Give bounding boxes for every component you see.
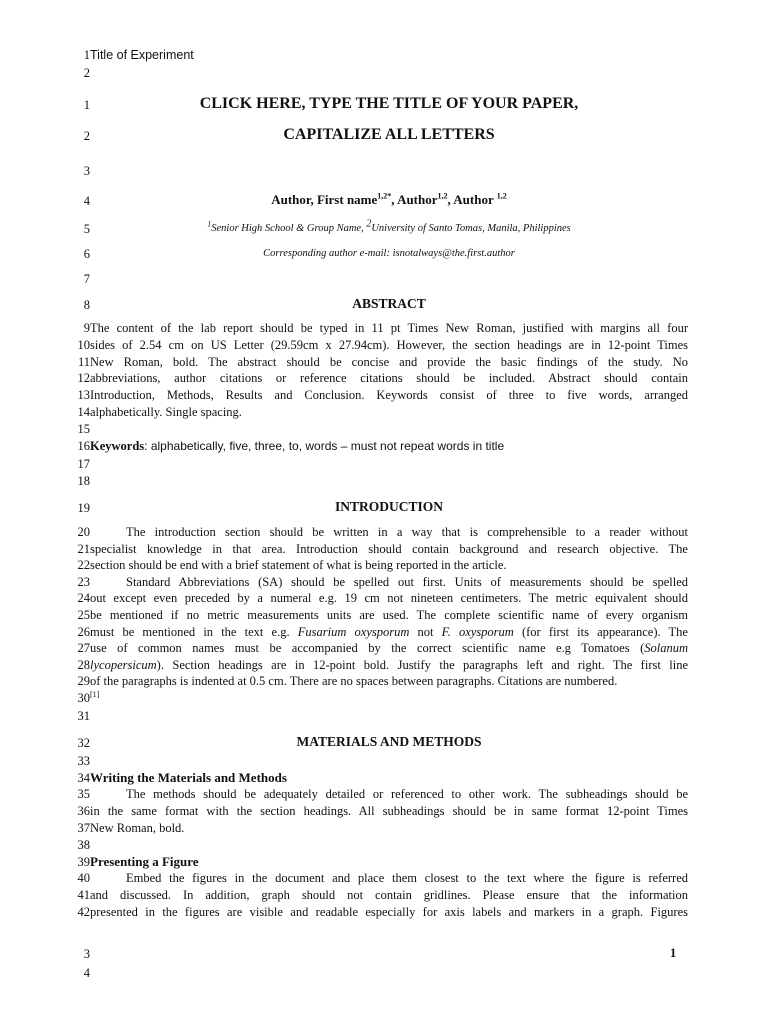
- abstract-heading-line: [68, 296, 688, 314]
- subheading-presenting-figure: Presenting a Figure: [90, 854, 199, 869]
- line-text: and discussed. In addition, graph should not contain gridlines. Please ensure that the information: [90, 887, 688, 902]
- footer-line: [68, 964, 688, 982]
- blank-line: [68, 836, 688, 854]
- introduction-heading: INTRODUCTION: [334, 499, 443, 514]
- materials-heading-line: [68, 734, 688, 752]
- text-line: [68, 820, 688, 837]
- line-fragment: ). Section headings are in 12-point bold. Justify the paragraphs left and right. The first line: [156, 657, 688, 672]
- line-text: alphabetically. Single spacing.: [90, 405, 242, 419]
- affiliation-line: [68, 220, 688, 238]
- blank-line: [68, 270, 688, 288]
- blank-line: [68, 64, 688, 82]
- line-text: New Roman, bold.: [90, 820, 185, 835]
- text-line: [68, 690, 688, 707]
- text-line: [68, 624, 688, 641]
- line-text: Introduction, Methods, Results and Conclusion. Keywords consist of three to five words, arranged: [90, 388, 688, 403]
- text-line: [68, 590, 688, 607]
- line-number: 28: [77, 657, 90, 672]
- page-number: 1: [670, 946, 677, 960]
- line-number: 39: [77, 855, 90, 869]
- blank-line: [68, 162, 688, 180]
- header-title: Title of Experiment: [90, 48, 194, 62]
- line-number: 3: [83, 947, 90, 961]
- line-text: of the paragraphs is indented at 0.5 cm. There are no spaces between paragraphs. Citations are numbered.: [90, 674, 618, 689]
- materials-heading: MATERIALS AND METHODS: [296, 734, 482, 749]
- line-fragment: (for first its appearance). The: [513, 624, 688, 639]
- line-number: 16: [77, 439, 90, 453]
- line-number: 4: [83, 194, 90, 208]
- line-number: 34: [77, 771, 90, 785]
- subheading-line: [68, 853, 688, 871]
- line-text: [90, 690, 688, 707]
- text-line: [68, 557, 688, 574]
- line-number: 11: [77, 354, 90, 369]
- line-number: 15: [77, 422, 90, 436]
- line-number: 25: [77, 608, 90, 622]
- text-line: [68, 640, 688, 657]
- subheading-writing-methods: Writing the Materials and Methods: [90, 770, 287, 785]
- line-text: Embed the figures in the document and place them closest to the text where the figure is referred: [126, 871, 688, 885]
- line-text: [90, 640, 688, 657]
- line-text: The introduction section should be written in a way that is comprehensible to a reader without: [126, 525, 688, 539]
- line-number: 1: [83, 98, 90, 112]
- text-line: [68, 786, 688, 803]
- line-number: 32: [77, 736, 90, 750]
- line-text: presented in the figures are visible and readable especially for axis labels and markers in a graph. Figures: [90, 904, 688, 919]
- corresponding-email: Corresponding author e-mail: isnotalways@the.first.author: [263, 248, 515, 259]
- line-number: 29: [77, 674, 90, 689]
- text-line: [68, 887, 688, 904]
- text-line: [68, 673, 688, 690]
- line-number: 2: [83, 66, 90, 80]
- line-number: 22: [77, 558, 90, 573]
- line-number: 27: [77, 641, 90, 656]
- paper-title-2: CAPITALIZE ALL LETTERS: [283, 126, 495, 143]
- line-text: section should be end with a brief statement of what is being reported in the article.: [90, 558, 507, 573]
- line-number: 9: [83, 321, 90, 335]
- keywords-label: Keywords: [90, 439, 145, 453]
- line-text: in the same format with the section headings. All subheadings should be in same format 12-point Times: [90, 803, 688, 818]
- scientific-name: Solanum: [644, 641, 688, 656]
- line-number: 7: [83, 272, 90, 286]
- line-number: 12: [77, 371, 90, 386]
- author-2-affil: 1,2: [437, 191, 448, 201]
- line-text: [90, 624, 688, 641]
- line-number: 4: [83, 966, 90, 980]
- author-3-affil: 1,2: [496, 191, 507, 201]
- citation: [1]: [90, 690, 100, 699]
- line-number: 2: [83, 129, 90, 143]
- line-text: specialist knowledge in that area. Introduction should contain background and research objective. The: [90, 541, 688, 556]
- author-list: [90, 192, 688, 208]
- text-line: [68, 354, 688, 371]
- line-number: 20: [77, 525, 90, 539]
- affil-sup-2: 2: [366, 218, 372, 230]
- line-number: 10: [77, 337, 90, 352]
- line-number: 24: [77, 591, 90, 606]
- title-line-1: [68, 96, 688, 114]
- affil-sup-1: 1: [207, 219, 212, 229]
- affiliation-1: Senior High School & Group Name,: [211, 223, 367, 234]
- author-3: , Author: [447, 192, 497, 207]
- line-number: 26: [77, 624, 90, 639]
- line-text: be mentioned if no metric measurements units are used. The complete scientific name of every organism: [90, 608, 688, 622]
- affiliation-2: University of Santo Tomas, Manila, Philippines: [371, 223, 571, 234]
- line-number: 3: [83, 164, 90, 178]
- text-line: [68, 387, 688, 404]
- text-line: [68, 404, 688, 421]
- text-line: [68, 803, 688, 820]
- introduction-heading-line: [68, 499, 688, 517]
- abstract-heading: ABSTRACT: [352, 296, 426, 311]
- text-line: [68, 320, 688, 337]
- blank-line: [68, 707, 688, 725]
- text-line: [68, 870, 688, 887]
- line-number: 13: [77, 388, 90, 403]
- line-number: 6: [83, 247, 90, 261]
- line-text: Standard Abbreviations (SA) should be spelled out first. Units of measurements should be spelled: [126, 574, 688, 589]
- affiliation: [90, 218, 688, 237]
- line-number: 19: [77, 501, 90, 515]
- line-text: out except even preceded by a numeral e.g. 19 cm not nineteen centimeters. The metric equivalent should: [90, 591, 688, 606]
- line-number: 14: [77, 405, 90, 419]
- text-line: [68, 337, 688, 354]
- line-number: 31: [77, 709, 90, 723]
- line-text: abbreviations, author citations or reference citations should be included. Abstract should contain: [90, 371, 688, 386]
- line-number: 21: [77, 541, 90, 556]
- scientific-name: Fusarium oxysporum: [297, 624, 410, 639]
- text-line: [68, 607, 688, 624]
- keywords-text: : alphabetically, five, three, to, words – must not repeat words in title: [144, 439, 505, 453]
- keywords: [90, 439, 504, 453]
- text-line: [68, 370, 688, 387]
- line-number: 38: [77, 838, 90, 852]
- line-number: 41: [77, 887, 90, 902]
- line-number: 40: [77, 871, 90, 885]
- corresponding-line: [68, 245, 688, 263]
- line-number: 8: [83, 298, 90, 312]
- line-number: 5: [83, 222, 90, 236]
- text-line: [68, 904, 688, 921]
- text-line: [68, 657, 688, 674]
- line-number: 42: [77, 904, 90, 919]
- line-number: 33: [77, 754, 90, 768]
- scientific-name: F. oxysporum: [441, 624, 514, 639]
- line-number: 35: [77, 787, 90, 801]
- scientific-name: lycopersicum: [90, 657, 157, 672]
- text-line: [68, 541, 688, 558]
- title-line-2: [68, 127, 688, 145]
- author-1-affil: 1,2*: [377, 191, 392, 201]
- paper-title-1: CLICK HERE, TYPE THE TITLE OF YOUR PAPER,: [199, 95, 579, 112]
- line-text: The content of the lab report should be typed in 11 pt Times New Roman, justified with margins all four: [90, 321, 688, 335]
- line-number: 37: [77, 820, 90, 835]
- text-line: [68, 524, 688, 541]
- authors-line: [68, 192, 688, 210]
- blank-line: [68, 752, 688, 770]
- line-fragment: must be mentioned in the text e.g.: [90, 624, 298, 639]
- line-number: 30: [77, 691, 90, 705]
- line-number: 17: [77, 457, 90, 471]
- blank-line: [68, 455, 688, 473]
- line-text: The methods should be adequately detailed or referenced to other work. The subheadings should be: [126, 787, 688, 801]
- header-line: [68, 46, 688, 64]
- keywords-line: [68, 437, 688, 455]
- line-fragment: use of common names must be accompanied by the correct scientific name e.g Tomatoes (: [90, 641, 645, 656]
- line-number: 18: [77, 474, 90, 488]
- text-line: [68, 574, 688, 591]
- line-text: New Roman, bold. The abstract should be concise and provide the basic findings of the study. No: [90, 354, 688, 369]
- subheading-line: [68, 769, 688, 787]
- line-text: sides of 2.54 cm on US Letter (29.59cm x 27.94cm). However, the section headings are in 12-point Times: [90, 337, 688, 352]
- line-fragment: not: [409, 624, 442, 639]
- author-1: Author, First name: [271, 192, 378, 207]
- blank-line: [68, 472, 688, 490]
- line-number: 36: [77, 803, 90, 818]
- author-2: , Author: [391, 192, 438, 207]
- line-text: [90, 657, 688, 674]
- blank-line: [68, 420, 688, 438]
- line-number: 23: [77, 574, 90, 589]
- footer-line: [68, 945, 688, 963]
- line-number: 1: [83, 48, 90, 62]
